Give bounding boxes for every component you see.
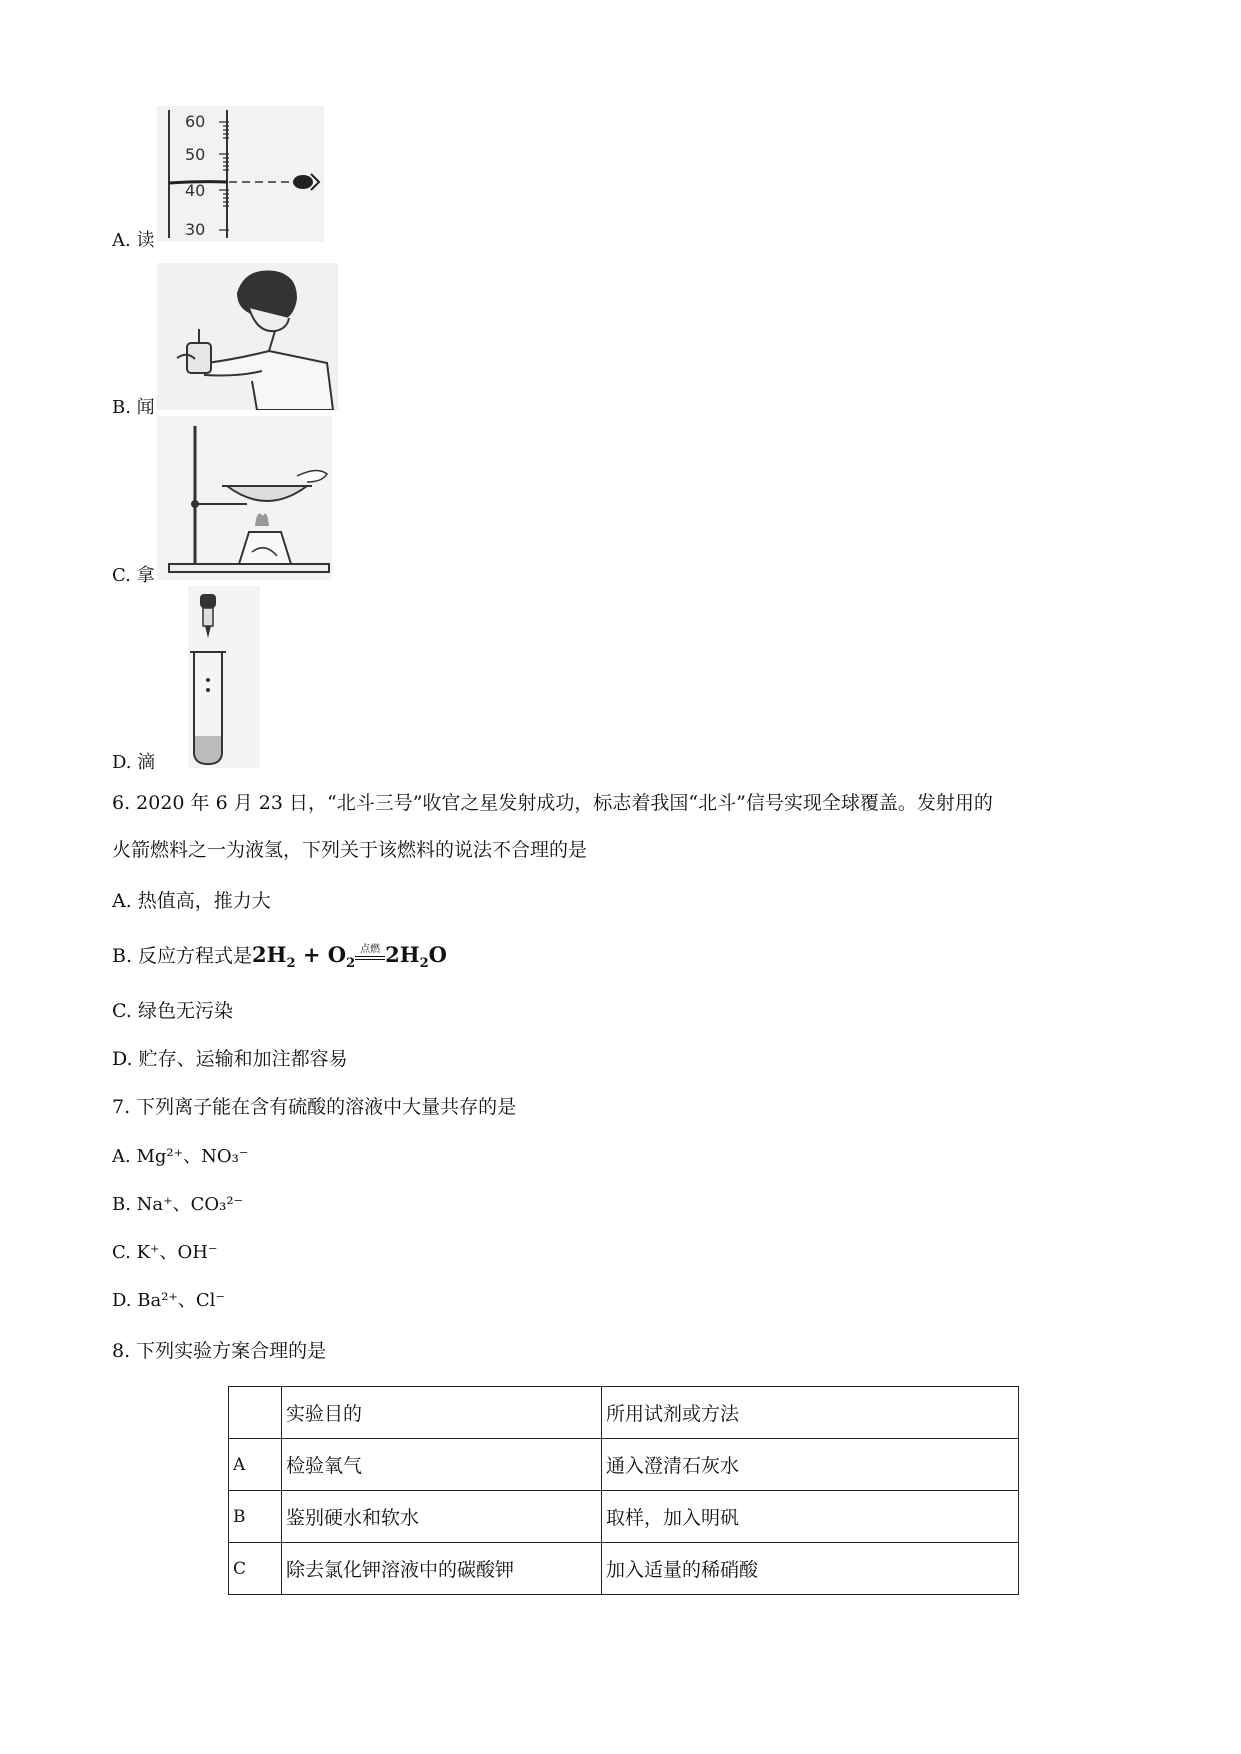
table-cell: B [229, 1491, 282, 1543]
smelling-gas-person-icon [157, 263, 338, 410]
equation-condition [355, 940, 385, 960]
table-cell: 除去氯化钾溶液中的碳酸钾 [282, 1543, 602, 1595]
reaction-equation: $2H_2 + O_2$点燃 $2H_2O$ [252, 942, 447, 971]
q7-option-b: B. Na⁺、CO₃²⁻ [112, 1194, 244, 1215]
table-cell: 取样，加入明矾 [602, 1491, 1019, 1543]
equation-condition-text: 点燃 [360, 944, 381, 955]
table-row [229, 1543, 1019, 1595]
q6-stem-line1: 6. 2020 年 6 月 23 日，“北斗三号”收官之星发射成功，标志着我国“北斗”信号实现全球覆盖。发射用的 [112, 792, 993, 814]
q7-stem: 7. 下列离子能在含有硫酸的溶液中大量共存的是 [112, 1096, 517, 1118]
tick-30: 30 [185, 220, 206, 239]
header-cell: 所用试剂或方法 [602, 1387, 1019, 1439]
tick-50: 50 [185, 145, 206, 164]
q6-option-b-prefix: B. 反应方程式是 [112, 945, 253, 967]
evaporating-dish-on-stand-icon [157, 416, 332, 580]
q7-option-a: A. Mg²⁺、NO₃⁻ [112, 1146, 249, 1167]
table-cell: 检验氧气 [282, 1439, 602, 1491]
table-header-row [229, 1387, 1019, 1439]
q6-option-d: D. 贮存、运输和加注都容易 [112, 1048, 348, 1070]
graduated-cylinder-reading-icon [157, 106, 324, 242]
header-cell: 实验目的 [282, 1387, 602, 1439]
option-d-label: D. 滴 [112, 752, 156, 773]
q6-option-b [112, 940, 447, 971]
q6-option-a: A. 热值高，推力大 [112, 890, 271, 912]
header-cell [229, 1387, 282, 1439]
q7-option-c: C. K⁺、OH⁻ [112, 1242, 218, 1263]
option-b-label: B. 闻 [112, 397, 155, 418]
table-cell: 鉴别硬水和软水 [282, 1491, 602, 1543]
table-cell: 通入澄清石灰水 [602, 1439, 1019, 1491]
option-c-label: C. 拿 [112, 565, 155, 586]
option-a-label: A. 读 [112, 230, 155, 251]
table-cell: 加入适量的稀硝酸 [602, 1543, 1019, 1595]
table-row [229, 1439, 1019, 1491]
dropper-test-tube-icon [188, 586, 260, 768]
table-cell: C [229, 1543, 282, 1595]
experiment-plan-table [228, 1386, 1019, 1595]
q8-stem: 8. 下列实验方案合理的是 [112, 1340, 327, 1362]
q6-stem-line2: 火箭燃料之一为液氢，下列关于该燃料的说法不合理的是 [112, 839, 588, 861]
q7-option-d: D. Ba²⁺、Cl⁻ [112, 1290, 225, 1311]
table-row [229, 1491, 1019, 1543]
q6-option-c: C. 绿色无污染 [112, 1000, 233, 1022]
table-cell: A [229, 1439, 282, 1491]
tick-60: 60 [185, 112, 206, 131]
tick-40: 40 [185, 181, 206, 200]
